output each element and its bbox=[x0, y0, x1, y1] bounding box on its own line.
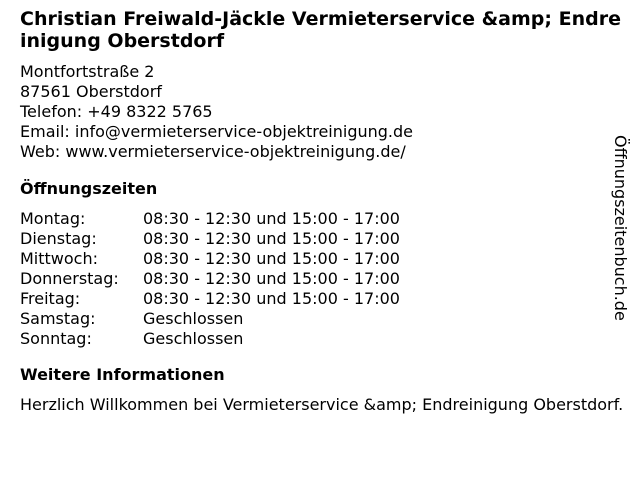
hours-row-saturday bbox=[20, 309, 625, 329]
opening-hours-heading: Öffnungszeiten bbox=[20, 179, 158, 198]
hours-time: 08:30 - 12:30 und 15:00 - 17:00 bbox=[143, 229, 400, 248]
watermark-label: Öffnungszeitenbuch.de bbox=[611, 135, 630, 321]
hours-time: 08:30 - 12:30 und 15:00 - 17:00 bbox=[143, 289, 400, 308]
hours-day: Sonntag: bbox=[20, 329, 92, 348]
hours-day: Dienstag: bbox=[20, 229, 97, 248]
address-block bbox=[20, 62, 625, 162]
hours-day: Mittwoch: bbox=[20, 249, 98, 268]
content bbox=[20, 8, 625, 415]
hours-time: 08:30 - 12:30 und 15:00 - 17:00 bbox=[143, 269, 400, 288]
hours-row-sunday bbox=[20, 329, 625, 349]
hours-day: Donnerstag: bbox=[20, 269, 119, 288]
hours-time: Geschlossen bbox=[143, 309, 244, 328]
hours-row-thursday bbox=[20, 269, 625, 289]
email-line: Email: info@vermieterservice-objektreinigung.de bbox=[20, 122, 413, 141]
phone-line: Telefon: +49 8322 5765 bbox=[20, 102, 213, 121]
hours-day: Freitag: bbox=[20, 289, 81, 308]
hours-time: 08:30 - 12:30 und 15:00 - 17:00 bbox=[143, 249, 400, 268]
business-name: Christian Freiwald-Jäckle Vermieterservice &amp; Endreinigung Oberstdorf bbox=[20, 8, 621, 52]
address-city: 87561 Oberstdorf bbox=[20, 82, 162, 101]
hours-row-monday bbox=[20, 209, 625, 229]
hours-day: Montag: bbox=[20, 209, 86, 228]
hours-time: Geschlossen bbox=[143, 329, 244, 348]
hours-row-friday bbox=[20, 289, 625, 309]
more-info-heading: Weitere Informationen bbox=[20, 365, 225, 384]
address-street: Montfortstraße 2 bbox=[20, 62, 155, 81]
hours-time: 08:30 - 12:30 und 15:00 - 17:00 bbox=[143, 209, 400, 228]
more-info-text: Herzlich Willkommen bei Vermieterservice &amp; Endreinigung Oberstdorf. bbox=[20, 395, 624, 414]
hours-day: Samstag: bbox=[20, 309, 96, 328]
hours-row-tuesday bbox=[20, 229, 625, 249]
web-line: Web: www.vermieterservice-objektreinigung.de/ bbox=[20, 142, 406, 161]
hours-row-wednesday bbox=[20, 249, 625, 269]
opening-hours-table bbox=[20, 209, 625, 349]
